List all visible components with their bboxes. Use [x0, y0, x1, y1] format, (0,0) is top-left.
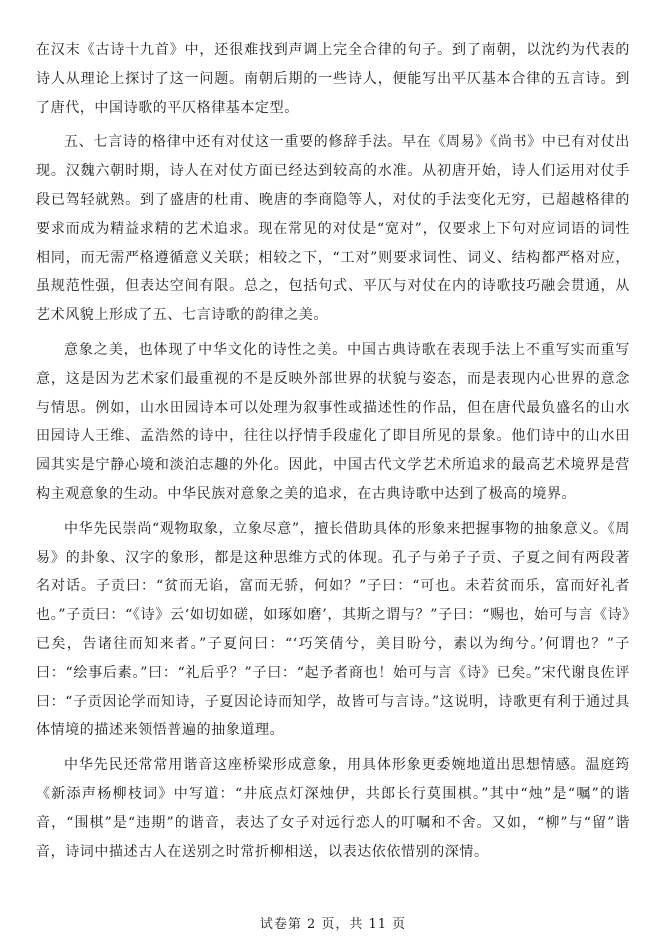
paragraph-2: 五、七言诗的格律中还有对仗这一重要的修辞手法。早在《周易》《尚书》中已有对仗出现。汉魏六朝时期，诗人在对仗方面已经达到较高的水准。从初唐开始，诗人们运用对仗手段已驾轻就熟。到了盛唐的杜甫、晚唐的李商隐等人，对仗的手法变化无穷，已超越格律的要求而成为精益求精的艺术追求。现在常见的对仗是“宽对”，仅要求上下句对应词语的词性相同，而无需严格遵循意义关联；相较之下，“工对”则要求词性、词义、结构都严格对应，虽规范性强，但表达空间有限。总之，包括句式、平仄与对仗在内的诗歌技巧融会贯通，从艺术风貌上形成了五、七言诗歌的韵律之美。 [36, 134, 630, 324]
paragraph-4: 中华先民崇尚“观物取象，立象尽意”，擅长借助具体的形象来把握事物的抽象意义。《周易》的卦象、汉字的象形，都是这种思维方式的体现。孔子与弟子子贡、子夏之间有两段著名对话。子贡曰：“贫而无谄，富而无骄，何如？”子曰：“可也。未若贫而乐，富而好礼者也。”子贡曰：“《诗》云‘如切如磋，如琢如磨’，其斯之谓与？”子曰：“赐也，始可与言《诗》已矣，告诸往而知来者。”子夏问曰：“‘巧笑倩兮，美目盼兮，素以为绚兮。’何谓也？”子曰：“绘事后素。”曰：“礼后乎？”子曰：“起予者商也！始可与言《诗》已矣。”宋代谢良佐评曰：“子贡因论学而知诗，子夏因论诗而知学，故皆可与言诗。”这说明，诗歌更有利于通过具体情境的描述来领悟普遍的抽象道理。 [36, 520, 630, 739]
paragraph-5: 中华先民还常常用谐音这座桥梁形成意象，用具体形象更委婉地道出思想情感。温庭筠《新添声杨柳枝词》中写道：“井底点灯深烛伊，共郎长行莫围棋。”其中“烛”是“嘱”的谐音，“围棋”是“违期”的谐音，表达了女子对远行恋人的叮嘱和不舍。又如，“柳”与“留”谐音，诗词中描述古人在送别之时常折柳相送，以表达依依惜别的深情。 [36, 757, 630, 860]
page-footer: 试卷第 2 页，共 11 页 [259, 917, 407, 932]
paragraph-3: 意象之美，也体现了中华文化的诗性之美。中国古典诗歌在表现手法上不重写实而重写意，这是因为艺术家们最重视的不是反映外部世界的状貌与姿态，而是表现内心世界的意念与情思。例如，山水田园诗本可以处理为叙事性或描述性的作品，但在唐代最负盛名的山水田园诗人王维、孟浩然的诗中，往往以抒情手段虚化了即目所见的景象。他们诗中的山水田园其实是宁静心境和淡泊志趣的外化。因此，中国古代文学艺术所追求的最高艺术境界是营构主观意象的生动。中华民族对意象之美的追求，在古典诗歌中达到了极高的境界。 [36, 341, 630, 502]
paragraph-1: 在汉末《古诗十九首》中，还很难找到声调上完全合律的句子。到了南朝，以沈约为代表的诗人从理论上探讨了这一问题。南朝后期的一些诗人，便能写出平仄基本合律的五言诗。到了唐代，中国诗歌的平仄格律基本定型。 [36, 42, 630, 116]
